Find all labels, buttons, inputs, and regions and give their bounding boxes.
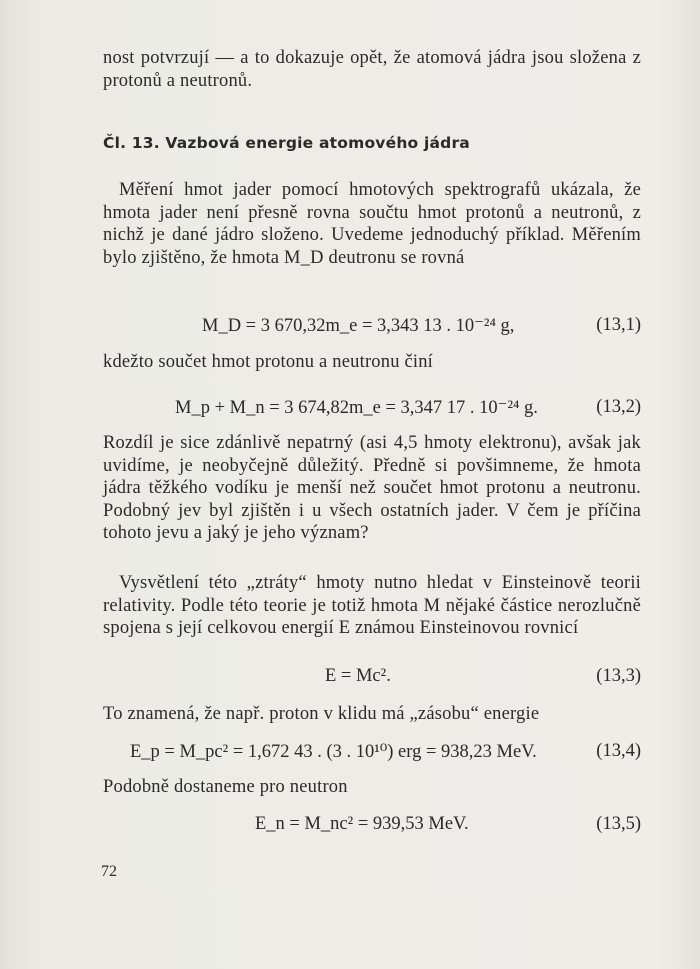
paragraph-1 — [103, 179, 641, 269]
paragraph-5-text: To znamená, že např. proton v klidu má „zásobu“ energie — [103, 704, 540, 724]
paragraph-6 — [103, 776, 641, 799]
equation-13-3-formula: E = Mc². — [325, 666, 391, 686]
paragraph-2 — [103, 351, 641, 374]
paragraph-3-text: Rozdíl je sice zdánlivě nepatrný (asi 4,5 hmoty elektronu), avšak jak uvidíme, je neobyčejně důležitý. Předně si povšimneme, že hmota jádra těžkého vodíku je menší než součet hmot protonu a neutronu. Podobný jev byl zjištěn i u všech ostatních jader. V čem je příčina tohoto jevu a jaký je jeho význam? — [103, 433, 641, 543]
intro-paragraph — [103, 47, 641, 92]
intro-text: nost potvrzují — a to dokazuje opět, že atomová jádra jsou složena z protonů a neutronů. — [103, 48, 641, 91]
equation-13-1-formula: M_D = 3 670,32m_e = 3,343 13 . 10⁻²⁴ g, — [202, 316, 515, 336]
paragraph-4-text: Vysvětlení této „ztráty“ hmoty nutno hledat v Einsteinově teorii relativity. Podle této teorie je totiž hmota M nějaké částice nerozlučně spojena s její celkovou energií E známou Einsteinovou rovnicí — [103, 573, 641, 638]
equation-13-2-number: (13,2) — [596, 397, 641, 417]
page-number: 72 — [101, 863, 117, 880]
equation-13-3-number: (13,3) — [596, 666, 641, 686]
equation-13-2-formula: M_p + M_n = 3 674,82m_e = 3,347 17 . 10⁻²⁴ g. — [175, 398, 538, 418]
equation-13-1 — [103, 315, 641, 339]
paragraph-3 — [103, 432, 641, 545]
equation-13-3 — [103, 666, 641, 690]
equation-13-4 — [103, 741, 641, 765]
paragraph-4 — [103, 572, 641, 640]
equation-13-1-number: (13,1) — [596, 315, 641, 335]
paragraph-2-text: kdežto součet hmot protonu a neutronu činí — [103, 352, 434, 372]
section-heading: Čl. 13. Vazbová energie atomového jádra — [103, 134, 470, 152]
equation-13-4-number: (13,4) — [596, 741, 641, 761]
paragraph-5 — [103, 703, 641, 726]
equation-13-5-formula: E_n = M_nc² = 939,53 MeV. — [255, 814, 469, 834]
equation-13-4-formula: E_p = M_pc² = 1,672 43 . (3 . 10¹⁰) erg = 938,23 MeV. — [130, 742, 537, 762]
paragraph-6-text: Podobně dostaneme pro neutron — [103, 777, 348, 797]
equation-13-2 — [103, 397, 641, 421]
equation-13-5-number: (13,5) — [596, 814, 641, 834]
paragraph-1-text: Měření hmot jader pomocí hmotových spektrografů ukázala, že hmota jader není přesně rovna součtu hmot protonů a neutronů, z nichž je dané jádro složeno. Uvedeme jednoduchý příklad. Měřením bylo zjištěno, že hmota M_D deutronu se rovná — [103, 180, 641, 268]
equation-13-5 — [103, 814, 641, 838]
